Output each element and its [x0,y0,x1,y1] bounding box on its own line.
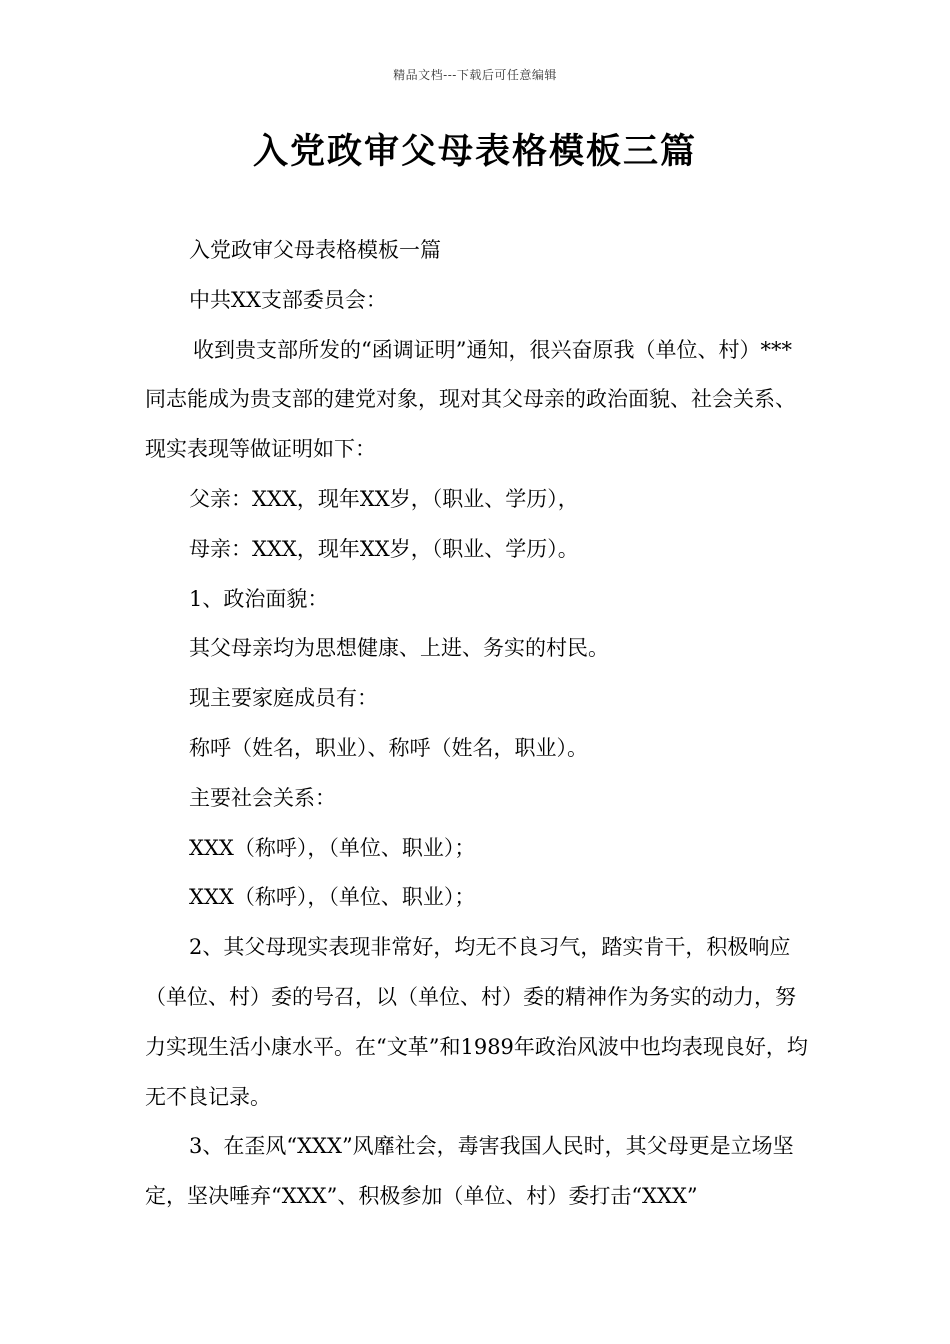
header-note: 精品文档---下载后可任意编辑 [393,68,557,82]
body-paragraph: XXX（称呼），（单位、职业）； [189,835,476,860]
body-paragraph: 现主要家庭成员有： [189,686,378,711]
body-paragraph: 父亲：XXX，现年XX岁，（职业、学历）， [189,486,579,511]
body-paragraph: 称呼（姓名，职业）、称呼（姓名，职业）。 [189,735,588,760]
body-paragraph: 收到贵支部所发的“函调证明”通知，很兴奋原我（单位、村）***同志能成为贵支部的建党对象，现对其父母亲的政治面貌、社会关系、现实表现等做证明如下： [145,337,796,462]
body-paragraph: 母亲：XXX，现年XX岁，（职业、学历）。 [189,536,579,561]
salutation: 中共XX支部委员会： [189,287,387,312]
document-body [145,226,810,1222]
body-paragraph: XXX（称呼），（单位、职业）； [189,885,476,910]
body-paragraph: 2、其父母现实表现非常好，均无不良习气，踏实肯干，积极响应（单位、村）委的号召，以（单位、村）委的精神作为务实的动力，努力实现生活小康水平。在“文革”和1989年政治风波中也均表现良好，均无不良记录。 [145,935,808,1109]
body-paragraph: 1、政治面貌： [189,586,329,611]
section-heading: 入党政审父母表格模板一篇 [189,238,441,262]
document-title: 入党政审父母表格模板三篇 [252,132,697,172]
body-paragraph: 其父母亲均为思想健康、上进、务实的村民。 [189,636,609,661]
body-paragraph: 主要社会关系： [189,785,336,810]
body-paragraph: 3、在歪风“XXX”风靡社会，毒害我国人民时，其父母更是立场坚定，坚决唾弃“XXX”、积极参加（单位、村）委打击“XXX” [145,1134,794,1209]
